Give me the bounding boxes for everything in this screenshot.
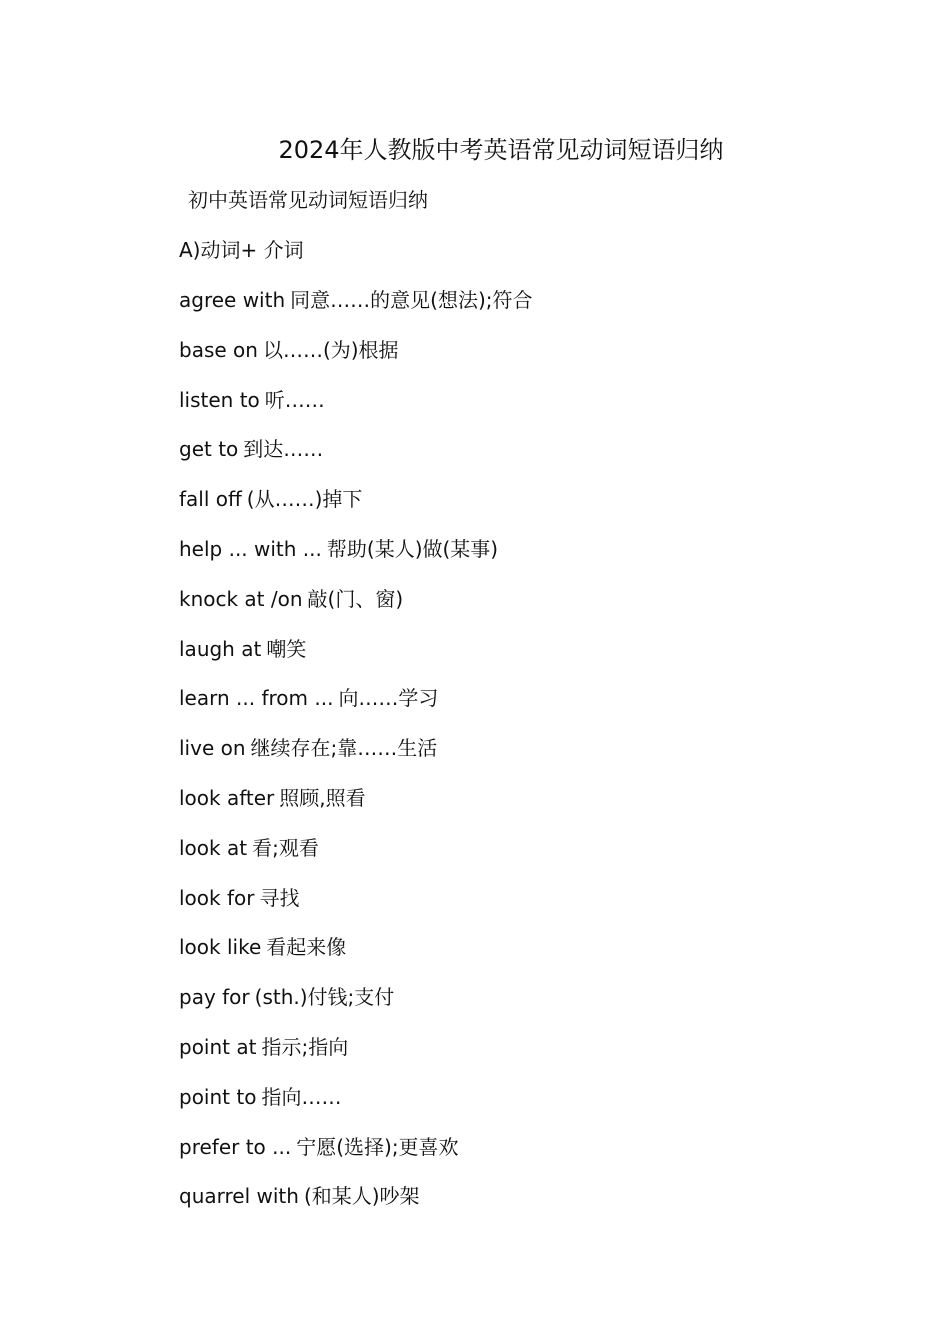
phrase-item bbox=[179, 683, 532, 733]
phrase-chinese: 同意……的意见(想法);符合 bbox=[290, 288, 533, 312]
phrase-item bbox=[179, 385, 532, 435]
phrase-english: point at bbox=[179, 1034, 257, 1059]
phrase-chinese: 寻找 bbox=[259, 885, 300, 910]
phrase-chinese: (sth.)付钱;支付 bbox=[254, 985, 395, 1010]
phrase-chinese: 以……(为)根据 bbox=[262, 337, 399, 362]
phrase-chinese: 看起来像 bbox=[266, 935, 347, 960]
section-heading: A)动词+ 介词 bbox=[179, 238, 304, 262]
phrase-item bbox=[179, 783, 532, 833]
phrase-chinese: 继续存在;靠……生活 bbox=[250, 736, 438, 761]
phrase-chinese: 照顾,照看 bbox=[279, 785, 366, 810]
phrase-english: pay for bbox=[179, 985, 250, 1010]
phrase-chinese: 帮助(某人)做(某事) bbox=[326, 536, 499, 561]
phrase-english: laugh at bbox=[179, 636, 262, 661]
phrase-item bbox=[179, 1082, 532, 1132]
phrase-chinese: 指示;指向 bbox=[261, 1034, 349, 1059]
phrase-english: listen to bbox=[179, 387, 260, 412]
phrase-item bbox=[179, 634, 532, 684]
phrase-english: fall off bbox=[179, 487, 242, 512]
phrase-english: look at bbox=[179, 835, 248, 860]
phrase-chinese: (和某人)吵架 bbox=[303, 1184, 420, 1209]
phrase-english: help ... with ... bbox=[179, 536, 322, 561]
phrase-item bbox=[179, 883, 532, 933]
phrase-chinese: 指向…… bbox=[261, 1084, 342, 1109]
phrase-english: prefer to ... bbox=[179, 1134, 292, 1159]
phrase-item bbox=[179, 733, 532, 783]
phrase-item bbox=[179, 434, 532, 484]
phrase-list bbox=[179, 285, 532, 1231]
phrase-english: look like bbox=[179, 935, 262, 960]
phrase-item bbox=[179, 1032, 532, 1082]
phrase-english: agree with bbox=[179, 288, 286, 312]
phrase-english: live on bbox=[179, 736, 246, 761]
phrase-english: quarrel with bbox=[179, 1184, 299, 1209]
phrase-item bbox=[179, 1132, 532, 1182]
document-title: 2024年人教版中考英语常见动词短语归纳 bbox=[278, 136, 724, 164]
phrase-chinese: 宁愿(选择);更喜欢 bbox=[296, 1134, 459, 1159]
phrase-english: look after bbox=[179, 785, 275, 810]
phrase-english: knock at /on bbox=[179, 586, 303, 611]
phrase-item bbox=[179, 833, 532, 883]
phrase-item bbox=[179, 285, 532, 335]
phrase-english: look for bbox=[179, 885, 255, 910]
phrase-item bbox=[179, 335, 532, 385]
phrase-english: get to bbox=[179, 437, 239, 462]
phrase-item bbox=[179, 932, 532, 982]
phrase-item bbox=[179, 534, 532, 584]
phrase-chinese: 敲(门、窗) bbox=[307, 586, 404, 611]
phrase-item bbox=[179, 982, 532, 1032]
phrase-english: base on bbox=[179, 337, 258, 362]
phrase-item bbox=[179, 584, 532, 634]
document-subtitle: 初中英语常见动词短语归纳 bbox=[188, 188, 428, 212]
phrase-english: learn ... from ... bbox=[179, 686, 334, 711]
phrase-item bbox=[179, 484, 532, 534]
phrase-chinese: 到达…… bbox=[243, 437, 324, 462]
phrase-chinese: 听…… bbox=[264, 387, 325, 412]
phrase-chinese: (从……)掉下 bbox=[246, 487, 363, 512]
phrase-english: point to bbox=[179, 1084, 257, 1109]
phrase-item bbox=[179, 1181, 532, 1231]
phrase-chinese: 嘲笑 bbox=[266, 636, 307, 661]
phrase-chinese: 向……学习 bbox=[338, 686, 439, 711]
phrase-chinese: 看;观看 bbox=[252, 835, 319, 860]
